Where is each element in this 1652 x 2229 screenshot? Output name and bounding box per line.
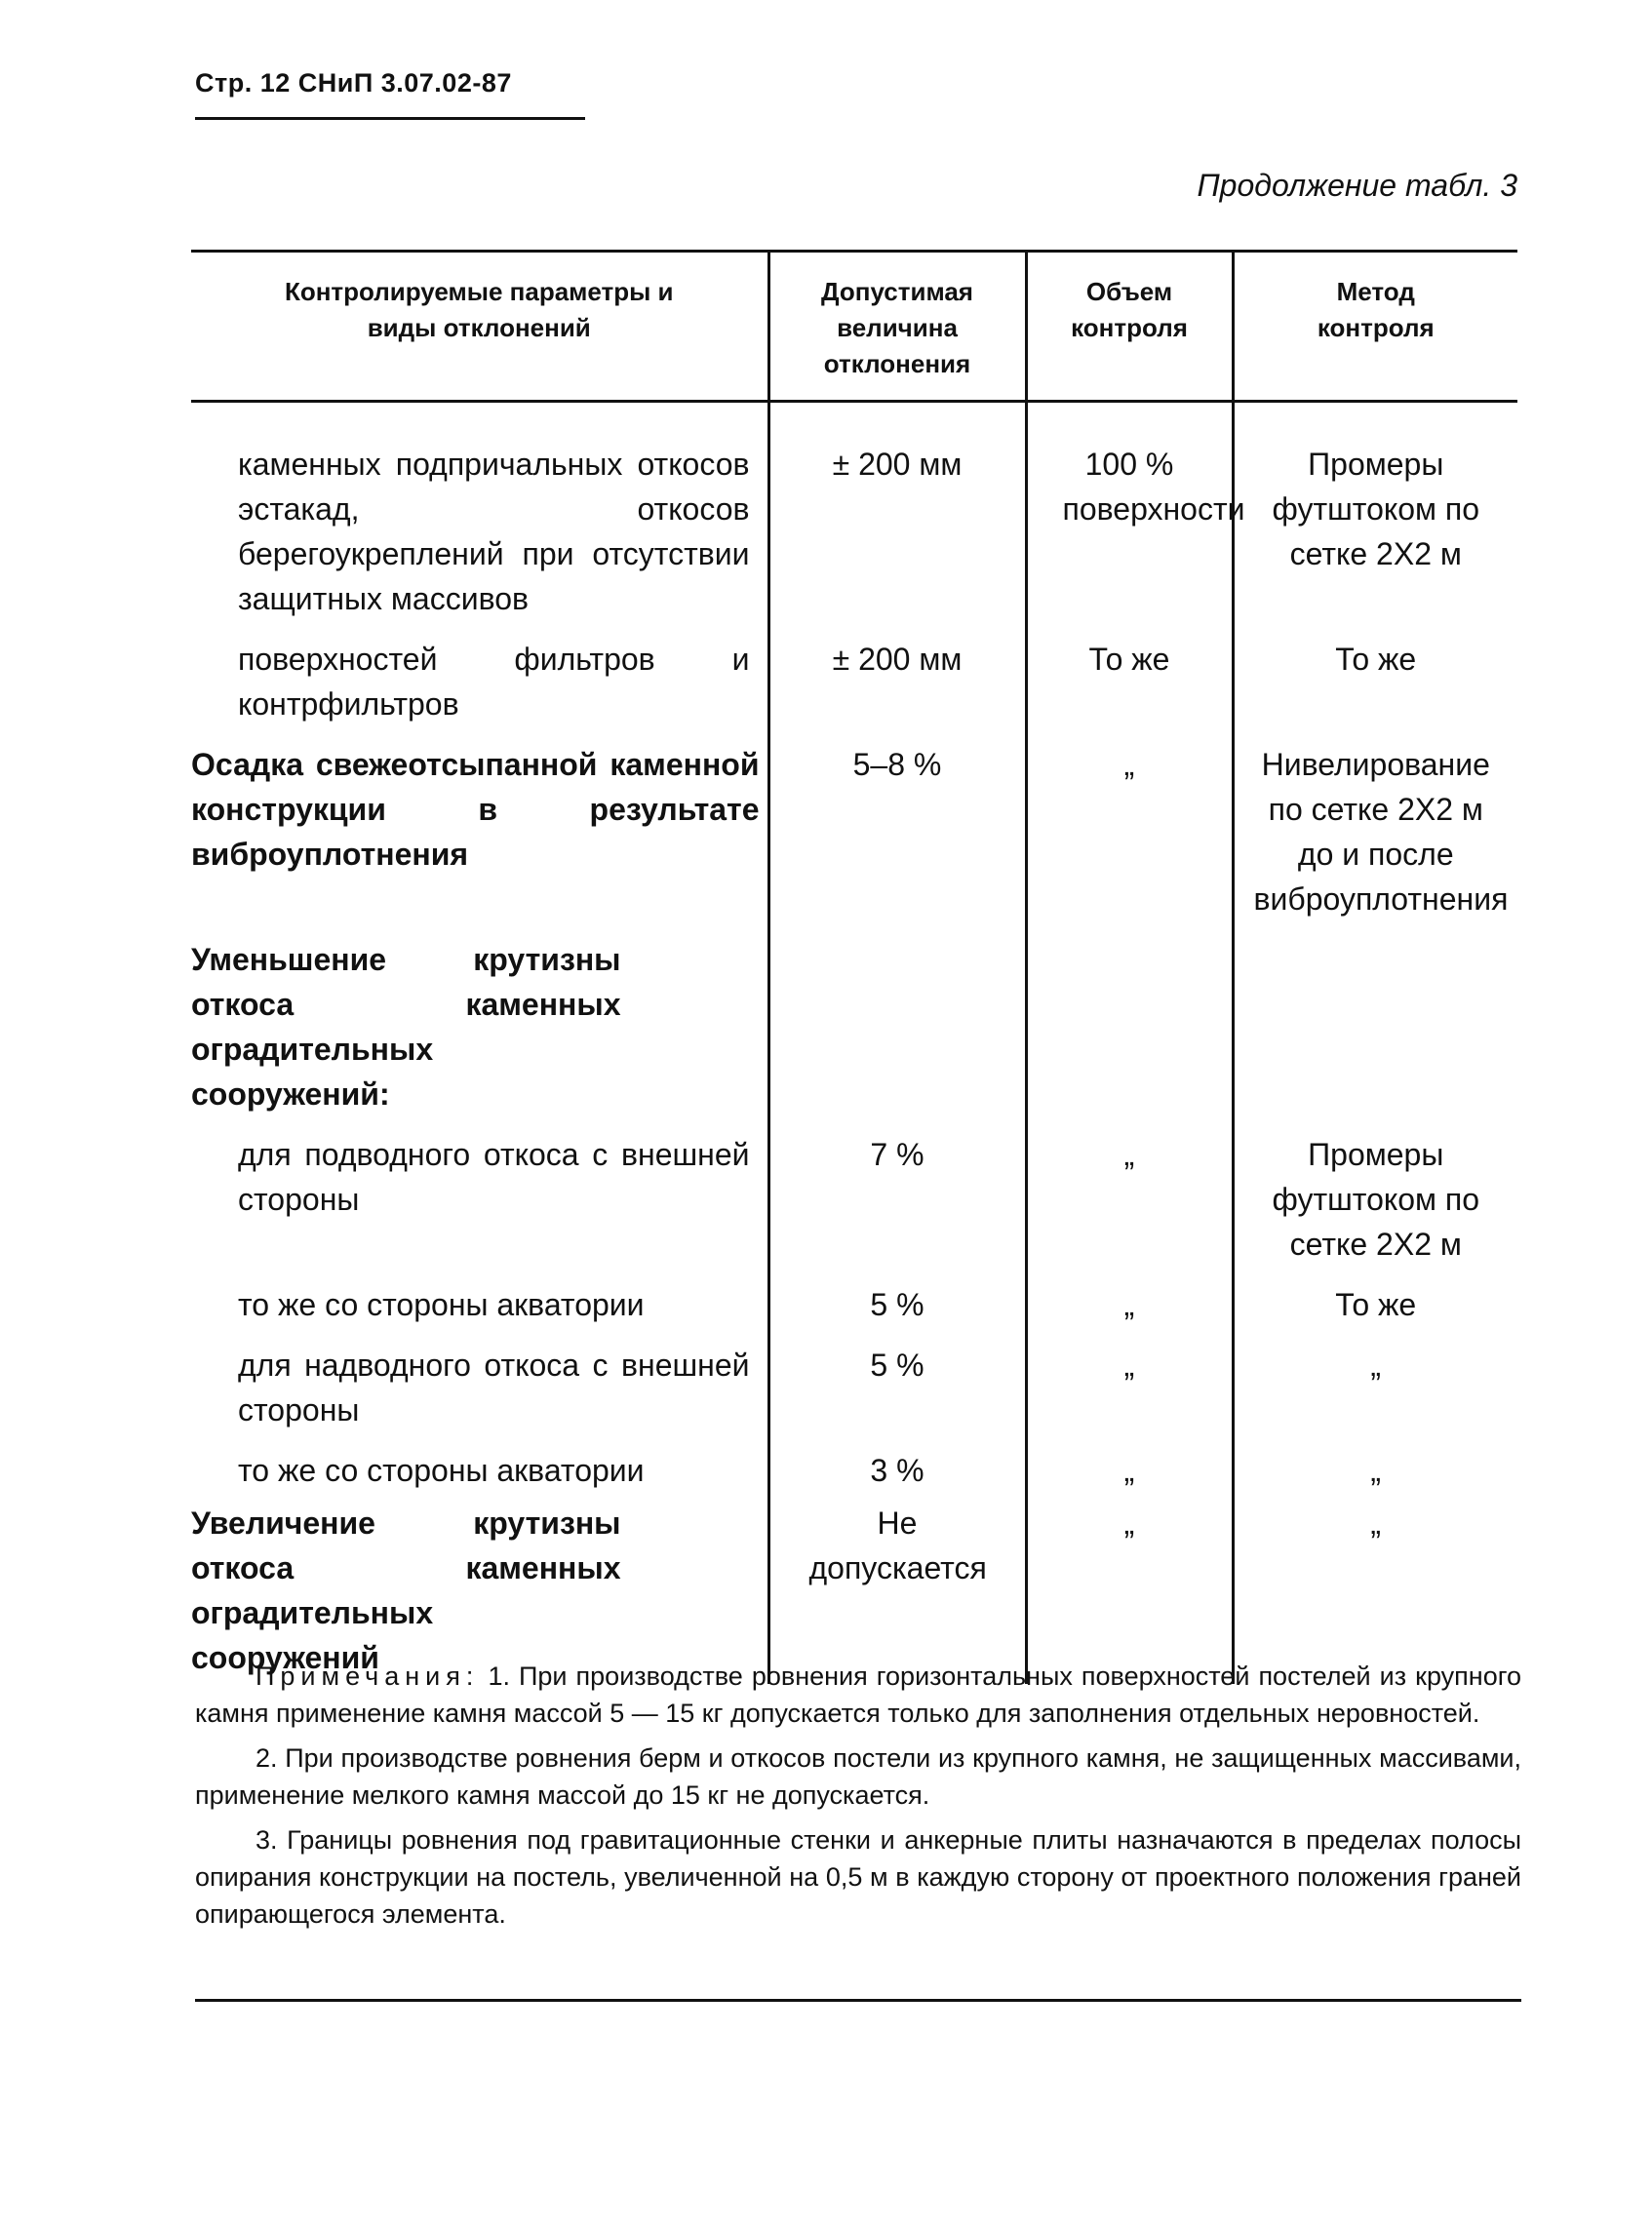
row-tolerance: 5 % bbox=[768, 1331, 1026, 1436]
header-rule bbox=[195, 117, 585, 120]
page-header: Стр. 12 СНиП 3.07.02-87 bbox=[195, 68, 512, 98]
row-tolerance: 7 % bbox=[768, 1120, 1026, 1271]
row-parameter: Осадка свежеотсыпанной каменной конструкции в результате виброуплотнения bbox=[191, 747, 760, 872]
row-parameter: то же со стороны акватории bbox=[238, 1287, 645, 1322]
notes bbox=[195, 1658, 1521, 1940]
tolerance-table bbox=[191, 250, 1517, 1684]
row-tolerance bbox=[768, 925, 1026, 1120]
note-item bbox=[195, 1658, 1521, 1732]
notes-label: Примечания: bbox=[256, 1662, 480, 1691]
table-row bbox=[191, 1271, 1517, 1331]
column-header-tolerance: Допустимая величина отклонения bbox=[768, 252, 1026, 402]
row-tolerance: ± 200 мм bbox=[768, 625, 1026, 730]
row-method: То же bbox=[1233, 625, 1517, 730]
table-header-row bbox=[191, 252, 1517, 402]
row-method: Промеры футштоком по сетке 2X2 м bbox=[1233, 1120, 1517, 1271]
row-method: „ bbox=[1233, 1331, 1517, 1436]
row-parameter: то же со стороны акватории bbox=[238, 1453, 645, 1488]
column-header-volume: Объем контроля bbox=[1026, 252, 1233, 402]
row-volume: „ bbox=[1026, 1271, 1233, 1331]
table-row bbox=[191, 1120, 1517, 1271]
row-method bbox=[1233, 925, 1517, 1120]
row-parameter: для надводного откоса с внешней стороны bbox=[238, 1348, 750, 1427]
table-row bbox=[191, 925, 1517, 1120]
row-volume: „ bbox=[1026, 1497, 1233, 1684]
row-volume: „ bbox=[1026, 1436, 1233, 1497]
row-volume: „ bbox=[1026, 1331, 1233, 1436]
note-item: 2. При производстве ровнения берм и откосов постели из крупного камня, не защищенных массивами, применение мелкого камня массой до 15 кг не допускается. bbox=[195, 1743, 1521, 1810]
row-volume bbox=[1026, 925, 1233, 1120]
column-header-parameters: Контролируемые параметры и виды отклонений bbox=[191, 252, 768, 402]
row-tolerance: Не допускается bbox=[768, 1497, 1026, 1684]
row-method: „ bbox=[1233, 1436, 1517, 1497]
bottom-rule bbox=[195, 1999, 1521, 2002]
note-item: 3. Границы ровнения под гравитационные стенки и анкерные плиты назначаются в пределах полосы опирания конструкции на постель, увеличенной на 0,5 м в каждую сторону от проектного положения граней опирающегося элемента. bbox=[195, 1825, 1521, 1929]
table-continuation-label: Продолжение табл. 3 bbox=[1197, 168, 1517, 203]
table-row bbox=[191, 625, 1517, 730]
row-tolerance: 5 % bbox=[768, 1271, 1026, 1331]
row-parameter: каменных подпричальных откосов эстакад, откосов берегоукреплений при отсутствии защитных массивов bbox=[238, 447, 750, 616]
table-row bbox=[191, 402, 1517, 626]
table-row bbox=[191, 1497, 1517, 1684]
row-method: „ bbox=[1233, 1497, 1517, 1684]
row-parameter: Увеличение крутизны откоса каменных оградительных сооружений bbox=[191, 1506, 621, 1675]
row-tolerance: ± 200 мм bbox=[768, 402, 1026, 626]
row-method: То же bbox=[1233, 1271, 1517, 1331]
row-parameter: Уменьшение крутизны откоса каменных оградительных сооружений: bbox=[191, 942, 621, 1112]
row-parameter: поверхностей фильтров и контрфильтров bbox=[238, 642, 750, 722]
note-text: 1. При производстве ровнения горизонтальных поверхностей постелей из крупного камня применение камня массой 5 — 15 кг допускается только для заполнения отдельных неровностей. bbox=[195, 1662, 1521, 1728]
row-volume: 100 % поверхности bbox=[1026, 402, 1233, 626]
table-row bbox=[191, 1331, 1517, 1436]
row-volume: „ bbox=[1026, 730, 1233, 925]
row-volume: То же bbox=[1026, 625, 1233, 730]
row-volume: „ bbox=[1026, 1120, 1233, 1271]
row-parameter: для подводного откоса с внешней стороны bbox=[238, 1137, 750, 1217]
column-header-method: Метод контроля bbox=[1233, 252, 1517, 402]
table-row bbox=[191, 1436, 1517, 1497]
table-row bbox=[191, 730, 1517, 925]
row-method: Нивелирование по сетке 2X2 м до и после виброуплотнения bbox=[1233, 730, 1517, 925]
row-method: Промеры футштоком по сетке 2X2 м bbox=[1233, 402, 1517, 626]
row-tolerance: 3 % bbox=[768, 1436, 1026, 1497]
row-tolerance: 5–8 % bbox=[768, 730, 1026, 925]
